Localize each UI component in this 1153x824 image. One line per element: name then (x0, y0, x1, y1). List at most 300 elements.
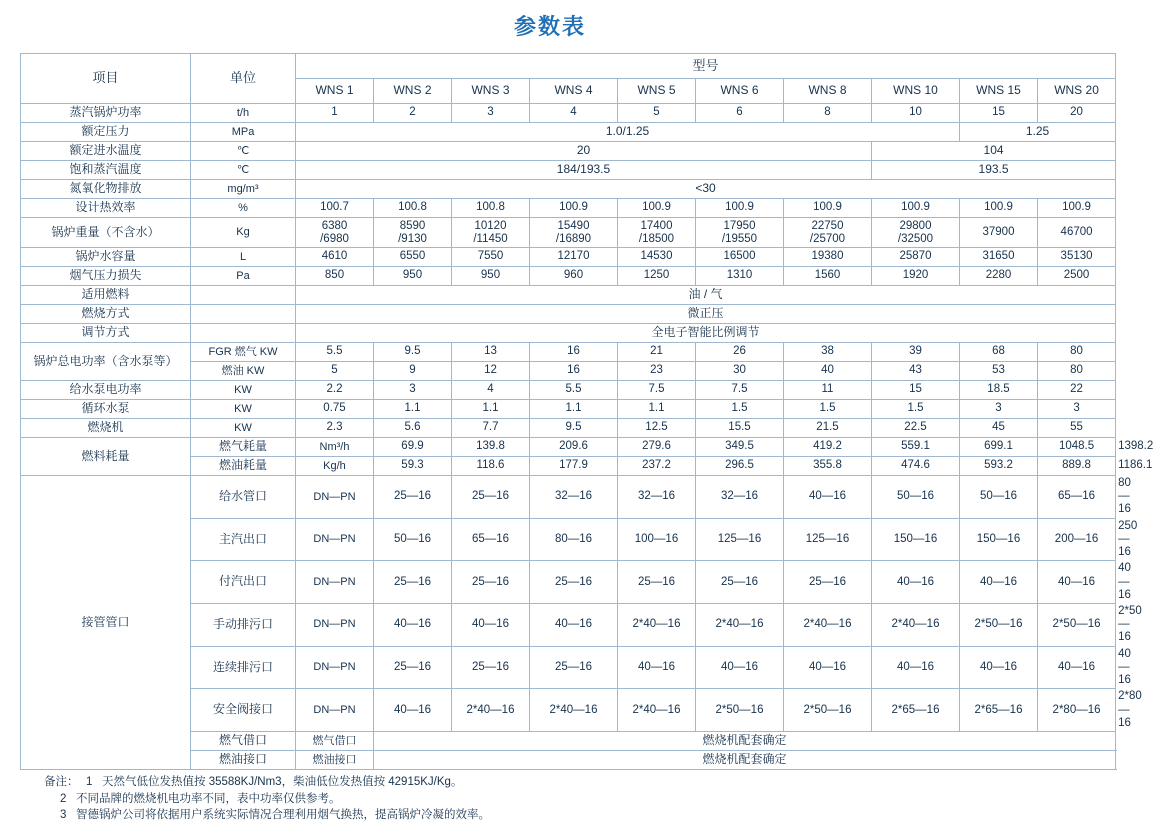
header-model-wns3: WNS 3 (452, 79, 530, 104)
row-value: 1560 (784, 267, 872, 286)
row-value: 2*40—16 (618, 689, 696, 732)
row-value: 4 (452, 381, 530, 400)
row-value: 21.5 (784, 419, 872, 438)
row-value: 25—16 (530, 561, 618, 604)
row-value: 40—16 (872, 561, 960, 604)
row-value: 2*40—16 (872, 603, 960, 646)
row-value: 40—16 (374, 603, 452, 646)
row-unit: MPa (191, 123, 296, 142)
table-row (21, 199, 1116, 218)
row-value (452, 218, 530, 248)
row-unit (191, 324, 296, 343)
row-value: 1.1 (530, 400, 618, 419)
table-row: 燃油耗量 Kg/h 59.3 118.6 177.9 237.2 296.5 355.8 474.6 593.2 889.8 1186.1 (21, 457, 1116, 476)
row-unit: Pa (191, 267, 296, 286)
header-row-1 (21, 54, 1116, 79)
cell-line: 8590 (399, 219, 426, 232)
row-value: 18.5 (960, 381, 1038, 400)
row-value: 2*40—16 (452, 689, 530, 732)
row-value: 59.3 (374, 457, 452, 476)
row-label: 饱和蒸汽温度 (21, 161, 191, 180)
header-model-wns4: WNS 4 (530, 79, 618, 104)
row-sublabel: 给水管口 (191, 476, 296, 519)
row-value: 960 (530, 267, 618, 286)
row-value: 37900 (960, 218, 1038, 248)
row-unit: DN—PN (296, 603, 374, 646)
row-value: 177.9 (530, 457, 618, 476)
row-value: 3 (374, 381, 452, 400)
row-value (618, 218, 696, 248)
group-label-fuel: 燃料耗量 (21, 438, 191, 476)
row-unit: ℃ (191, 142, 296, 161)
cell-line: /16890 (555, 232, 592, 245)
cell-line: 10120 (474, 219, 507, 232)
row-value: 5.5 (296, 343, 374, 362)
row-unit: 燃油 KW (191, 362, 296, 381)
page-title: 参数表 (513, 14, 586, 39)
row-value: 150—16 (872, 518, 960, 561)
row-label: 烟气压力损失 (21, 267, 191, 286)
row-value: 100.9 (872, 199, 960, 218)
table-row (21, 104, 1116, 123)
row-unit: DN—PN (296, 689, 374, 732)
row-value: 139.8 (452, 438, 530, 457)
row-unit: KW (191, 400, 296, 419)
cell-line: /18500 (638, 232, 675, 245)
row-value: 2500 (1038, 267, 1116, 286)
row-value: 150—16 (960, 518, 1038, 561)
row-value: 1920 (872, 267, 960, 286)
row-value: 32—16 (618, 476, 696, 519)
row-unit: KW (191, 381, 296, 400)
row-value: 31650 (960, 248, 1038, 267)
row-span-value: 微正压 (296, 305, 1116, 324)
row-value: 38 (784, 343, 872, 362)
row-label: 氮氧化物排放 (21, 180, 191, 199)
row-value: 2280 (960, 267, 1038, 286)
row-value: 1.5 (784, 400, 872, 419)
row-value: 46700 (1038, 218, 1116, 248)
row-value: 1 (296, 104, 374, 123)
row-unit: KW (191, 419, 296, 438)
row-label: 锅炉重量（不含水） (21, 218, 191, 248)
table-row (21, 343, 1116, 362)
row-value: 25—16 (374, 476, 452, 519)
table-row: 连续排污口 DN—PN 25—16 25—16 25—16 40—16 40—16 40—16 40—16 40—16 40—16 40—16 (21, 646, 1116, 689)
note-row (44, 807, 1080, 824)
row-value: 55 (1038, 419, 1116, 438)
row-value: 1.5 (696, 400, 784, 419)
row-value: 2*65—16 (960, 689, 1038, 732)
row-value: 45 (960, 419, 1038, 438)
row-value: 25—16 (452, 646, 530, 689)
note-number: 3 (60, 809, 67, 822)
row-value: 53 (960, 362, 1038, 381)
row-value: 2*65—16 (872, 689, 960, 732)
table-row (21, 142, 1116, 161)
header-model-wns10: WNS 10 (872, 79, 960, 104)
table-row: 主汽出口 DN—PN 50—16 65—16 80—16 100—16 125—16 125—16 150—16 150—16 200—16 250—16 (21, 518, 1116, 561)
row-value: 2*50—16 (1038, 603, 1116, 646)
row-span-value: 20 (296, 142, 872, 161)
row-value: 2*40—16 (696, 603, 784, 646)
row-value: 40—16 (784, 646, 872, 689)
header-unit: 单位 (191, 54, 296, 104)
row-value: 25—16 (618, 561, 696, 604)
row-label: 锅炉总电功率（含水泵等） (21, 343, 191, 381)
row-value: 296.5 (696, 457, 784, 476)
cell-line: /19550 (721, 232, 758, 245)
note-number: 1 (86, 775, 93, 788)
note-text: 天然气低位发热值按 35588KJ/Nm3，柴油低位发热值按 42915KJ/Kg。 (102, 775, 463, 788)
row-sublabel: 燃气耗量 (191, 438, 296, 457)
header-model-wns1: WNS 1 (296, 79, 374, 104)
row-unit (191, 286, 296, 305)
row-value: 65—16 (1038, 476, 1116, 519)
row-span-value: 104 (872, 142, 1116, 161)
row-value: 9.5 (374, 343, 452, 362)
table-row (21, 218, 1116, 248)
row-value: 40—16 (530, 603, 618, 646)
cell-line: 17400 (640, 219, 673, 232)
row-value: 850 (296, 267, 374, 286)
row-value: 1.5 (872, 400, 960, 419)
row-value: 25—16 (696, 561, 784, 604)
row-value: 40—16 (452, 603, 530, 646)
header-model-wns8: WNS 8 (784, 79, 872, 104)
row-value: 5.6 (374, 419, 452, 438)
row-value: 16 (530, 343, 618, 362)
row-unit: t/h (191, 104, 296, 123)
row-span-value: 193.5 (872, 161, 1116, 180)
row-value: 2.3 (296, 419, 374, 438)
table-row (21, 248, 1116, 267)
row-value: 40—16 (1038, 646, 1116, 689)
row-value: 100.9 (530, 199, 618, 218)
row-value: 1310 (696, 267, 784, 286)
row-value: 1048.5 (1038, 438, 1116, 457)
row-value: 40—16 (872, 646, 960, 689)
row-value: 2*80—16 (1038, 689, 1116, 732)
table-row (21, 305, 1116, 324)
row-value: 22.5 (872, 419, 960, 438)
row-value: 2*40—16 (530, 689, 618, 732)
row-sublabel: 手动排污口 (191, 603, 296, 646)
row-unit: 燃油接口 (296, 750, 374, 769)
row-sublabel: 燃油接口 (191, 750, 296, 769)
table-row (21, 161, 1116, 180)
row-span-value: 燃烧机配套确定 (374, 750, 1116, 769)
row-value: 7.5 (618, 381, 696, 400)
row-value: 9 (374, 362, 452, 381)
row-label: 循环水泵 (21, 400, 191, 419)
table-body (21, 104, 1153, 770)
cell-line: /6980 (320, 232, 349, 245)
row-value: 125—16 (784, 518, 872, 561)
row-value: 16500 (696, 248, 784, 267)
row-value: 2*50—16 (960, 603, 1038, 646)
row-value: 43 (872, 362, 960, 381)
table-row: 燃料耗量 燃气耗量 Nm³/h 69.9 139.8 209.6 279.6 349.5 419.2 559.1 699.1 1048.5 1398.2 (21, 438, 1116, 457)
row-span-value: 燃烧机配套确定 (374, 731, 1116, 750)
header-item: 项目 (21, 54, 191, 104)
row-value: 12.5 (618, 419, 696, 438)
row-value: 80 (1038, 362, 1116, 381)
row-value: 1.1 (618, 400, 696, 419)
row-value: 1.1 (374, 400, 452, 419)
table-row: 付汽出口 DN—PN 25—16 25—16 25—16 25—16 25—16 25—16 40—16 40—16 40—16 40—16 (21, 561, 1116, 604)
row-value: 2*50—16 (696, 689, 784, 732)
row-unit: DN—PN (296, 476, 374, 519)
cell-line: 6380 (321, 219, 348, 232)
row-value: 25—16 (784, 561, 872, 604)
cell-line: /11450 (473, 232, 508, 245)
row-value: 50—16 (872, 476, 960, 519)
row-span-value: <30 (296, 180, 1116, 199)
row-value: 7.5 (696, 381, 784, 400)
table-row (21, 400, 1116, 419)
row-value: 889.8 (1038, 457, 1116, 476)
row-value: 40—16 (784, 476, 872, 519)
row-value: 0.75 (296, 400, 374, 419)
row-label: 适用燃料 (21, 286, 191, 305)
row-sublabel: 连续排污口 (191, 646, 296, 689)
row-label: 燃烧机 (21, 419, 191, 438)
row-value: 7.7 (452, 419, 530, 438)
row-value: 15 (872, 381, 960, 400)
table-row (21, 123, 1116, 142)
row-value: 950 (374, 267, 452, 286)
row-value: 16 (530, 362, 618, 381)
row-label: 蒸汽锅炉功率 (21, 104, 191, 123)
cell-line: /9130 (398, 232, 427, 245)
row-value: 419.2 (784, 438, 872, 457)
row-value (872, 218, 960, 248)
row-sublabel: 安全阀接口 (191, 689, 296, 732)
row-label: 燃烧方式 (21, 305, 191, 324)
row-sublabel: 付汽出口 (191, 561, 296, 604)
row-value: 279.6 (618, 438, 696, 457)
row-value: 4 (530, 104, 618, 123)
cell-line: 22750 (811, 219, 844, 232)
row-value: 2*40—16 (618, 603, 696, 646)
row-value: 699.1 (960, 438, 1038, 457)
row-value: 80 (1038, 343, 1116, 362)
row-value: 3 (452, 104, 530, 123)
row-unit: % (191, 199, 296, 218)
row-value: 50—16 (960, 476, 1038, 519)
parameter-table (20, 53, 1153, 770)
row-value (374, 218, 452, 248)
table-row (21, 267, 1116, 286)
row-value: 25—16 (452, 476, 530, 519)
row-value: 35130 (1038, 248, 1116, 267)
row-value: 13 (452, 343, 530, 362)
row-value: 100—16 (618, 518, 696, 561)
header-model-wns6: WNS 6 (696, 79, 784, 104)
cell-line: /25700 (809, 232, 846, 245)
row-value: 2 (374, 104, 452, 123)
row-value: 20 (1038, 104, 1116, 123)
row-value: 3 (1038, 400, 1116, 419)
row-value: 23 (618, 362, 696, 381)
table-row: 手动排污口 DN—PN 40—16 40—16 40—16 2*40—16 2*40—16 2*40—16 2*40—16 2*50—16 2*50—16 2*50—16 (21, 603, 1116, 646)
row-unit: L (191, 248, 296, 267)
row-label: 锅炉水容量 (21, 248, 191, 267)
notes-label: 备注： (44, 775, 79, 788)
row-value (530, 218, 618, 248)
row-label: 调节方式 (21, 324, 191, 343)
row-value: 349.5 (696, 438, 784, 457)
table-row: 接管管口 给水管口 DN—PN 25—16 25—16 32—16 32—16 32—16 40—16 50—16 50—16 65—16 80—16 (21, 476, 1116, 519)
row-value: 12170 (530, 248, 618, 267)
row-value: 10 (872, 104, 960, 123)
row-value (296, 218, 374, 248)
cell-line: /32500 (897, 232, 934, 245)
row-value: 25—16 (374, 561, 452, 604)
row-value: 100.7 (296, 199, 374, 218)
row-value: 25—16 (374, 646, 452, 689)
row-value: 100.9 (960, 199, 1038, 218)
row-value: 25870 (872, 248, 960, 267)
row-sublabel: 燃气借口 (191, 731, 296, 750)
note-number (44, 791, 60, 808)
header-model-wns2: WNS 2 (374, 79, 452, 104)
row-value: 6 (696, 104, 784, 123)
cell-line: 17950 (723, 219, 756, 232)
table-row (21, 419, 1116, 438)
row-value: 5 (296, 362, 374, 381)
row-span-value: 油 / 气 (296, 286, 1116, 305)
row-sublabel: 燃油耗量 (191, 457, 296, 476)
row-value: 2*40—16 (784, 603, 872, 646)
row-value: 237.2 (618, 457, 696, 476)
row-value: 30 (696, 362, 784, 381)
table-row (21, 286, 1116, 305)
row-value: 15.5 (696, 419, 784, 438)
note-row (44, 791, 1080, 808)
row-unit: FGR 燃气 KW (191, 343, 296, 362)
row-sublabel: 主汽出口 (191, 518, 296, 561)
cell-line: 15490 (557, 219, 590, 232)
row-value: 2.2 (296, 381, 374, 400)
row-value: 25—16 (452, 561, 530, 604)
row-value: 5 (618, 104, 696, 123)
row-value (696, 218, 784, 248)
row-value: 1.1 (452, 400, 530, 419)
row-value: 100.8 (452, 199, 530, 218)
row-unit: DN—PN (296, 518, 374, 561)
row-value: 1250 (618, 267, 696, 286)
row-value: 6550 (374, 248, 452, 267)
row-value: 40—16 (960, 561, 1038, 604)
row-value: 2*50—16 (784, 689, 872, 732)
note-text: 智德锅炉公司将依据用户系统实际情况合理利用烟气换热，提高锅炉冷凝的效率。 (76, 809, 490, 822)
header-model-wns15: WNS 15 (960, 79, 1038, 104)
note-number (44, 807, 60, 824)
row-value: 25—16 (530, 646, 618, 689)
row-value: 50—16 (374, 518, 452, 561)
row-unit: 燃气借口 (296, 731, 374, 750)
row-value: 118.6 (452, 457, 530, 476)
row-value: 15 (960, 104, 1038, 123)
row-unit: Kg/h (296, 457, 374, 476)
row-value: 209.6 (530, 438, 618, 457)
row-value: 14530 (618, 248, 696, 267)
row-value: 11 (784, 381, 872, 400)
row-unit: Kg (191, 218, 296, 248)
row-value: 21 (618, 343, 696, 362)
header-model-wns5: WNS 5 (618, 79, 696, 104)
row-unit: mg/m³ (191, 180, 296, 199)
row-value: 40 (784, 362, 872, 381)
row-value: 950 (452, 267, 530, 286)
row-value: 40—16 (696, 646, 784, 689)
table-row: 安全阀接口 DN—PN 40—16 2*40—16 2*40—16 2*40—16 2*50—16 2*50—16 2*65—16 2*65—16 2*80—16 2*80—16 (21, 689, 1116, 732)
row-value: 8 (784, 104, 872, 123)
row-value: 9.5 (530, 419, 618, 438)
row-value: 474.6 (872, 457, 960, 476)
header-model-group: 型号 (296, 54, 1116, 79)
row-value: 100.9 (1038, 199, 1116, 218)
row-unit (191, 305, 296, 324)
note-text: 不同品牌的燃烧机电功率不同，表中功率仅供参考。 (76, 792, 341, 805)
table-row (21, 180, 1116, 199)
row-value: 80—16 (530, 518, 618, 561)
row-value: 4610 (296, 248, 374, 267)
header-model-wns20: WNS 20 (1038, 79, 1116, 104)
row-value: 100.9 (696, 199, 784, 218)
note-row (44, 774, 1080, 791)
row-value: 32—16 (530, 476, 618, 519)
row-value: 65—16 (452, 518, 530, 561)
row-value: 100.9 (618, 199, 696, 218)
row-span-value: 184/193.5 (296, 161, 872, 180)
row-value: 40—16 (618, 646, 696, 689)
row-span-value: 1.25 (960, 123, 1116, 142)
group-label-pipe: 接管管口 (21, 476, 191, 770)
row-value: 40—16 (1038, 561, 1116, 604)
note-number: 2 (60, 792, 67, 805)
row-label: 额定压力 (21, 123, 191, 142)
cell-line: 29800 (899, 219, 932, 232)
row-label: 给水泵电功率 (21, 381, 191, 400)
row-value: 12 (452, 362, 530, 381)
row-value: 100.9 (784, 199, 872, 218)
row-value: 40—16 (960, 646, 1038, 689)
table-head (21, 54, 1116, 104)
row-value: 40—16 (374, 689, 452, 732)
row-unit: DN—PN (296, 646, 374, 689)
row-value: 68 (960, 343, 1038, 362)
row-value: 7550 (452, 248, 530, 267)
row-value (784, 218, 872, 248)
row-value: 100.8 (374, 199, 452, 218)
row-value: 32—16 (696, 476, 784, 519)
row-value: 5.5 (530, 381, 618, 400)
row-value: 593.2 (960, 457, 1038, 476)
row-span-value: 1.0/1.25 (296, 123, 960, 142)
row-value: 559.1 (872, 438, 960, 457)
row-unit: ℃ (191, 161, 296, 180)
table-row (21, 381, 1116, 400)
row-label: 额定进水温度 (21, 142, 191, 161)
notes-block (20, 774, 1080, 824)
row-span-value: 全电子智能比例调节 (296, 324, 1116, 343)
row-value: 26 (696, 343, 784, 362)
table-row (21, 324, 1116, 343)
row-value: 355.8 (784, 457, 872, 476)
